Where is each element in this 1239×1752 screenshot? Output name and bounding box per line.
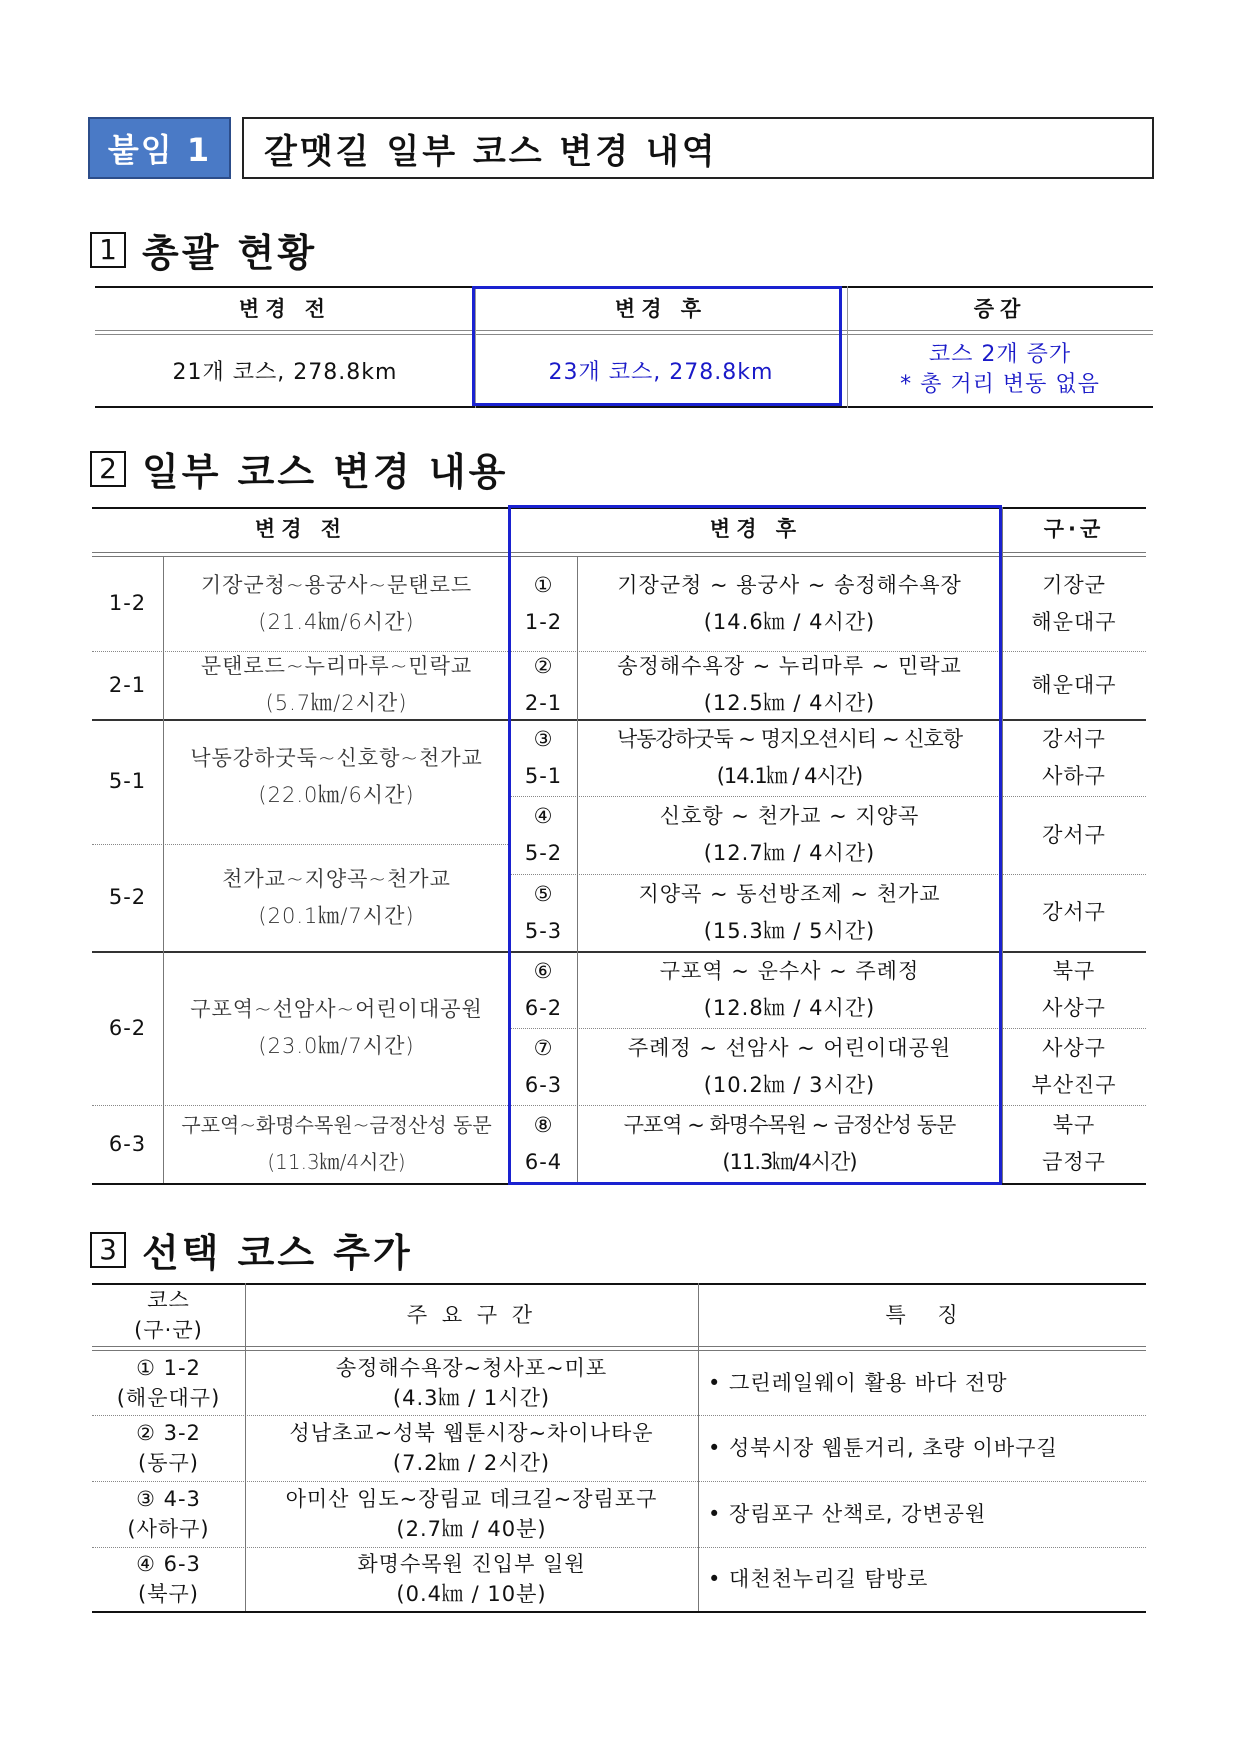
before-route-name: 구포역~화명수목원~금정산성 동문 xyxy=(181,1113,492,1137)
course-district: (동구) xyxy=(138,1451,199,1475)
route-detail: (0.4㎞ / 10분) xyxy=(396,1582,547,1606)
optional-feature: • 성북시장 웹툰거리, 초량 이바구길 xyxy=(708,1436,1058,1460)
course-code: ③ 4-3 xyxy=(136,1487,201,1511)
after-route-name: 낙동강하굿둑 ~ 명지오션시티 ~ 신호항 xyxy=(616,726,963,751)
after-route-detail: (10.2㎞ / 3시간) xyxy=(703,1072,876,1097)
change-header-after: 변경 후 xyxy=(709,517,803,541)
after-route-detail: (12.5㎞ / 4시간) xyxy=(703,691,876,715)
after-num: ④ xyxy=(533,804,554,828)
after-route-detail: (12.8㎞ / 4시간) xyxy=(703,995,876,1020)
district-line: 기장군 xyxy=(1042,572,1106,597)
after-route-name: 송정해수욕장 ~ 누리마루 ~ 민락교 xyxy=(617,654,962,678)
course-code: ② 3-2 xyxy=(136,1421,201,1445)
after-code-text: 6-4 xyxy=(524,1150,563,1174)
optional-route xyxy=(245,1481,698,1547)
course-code: ① 1-2 xyxy=(136,1355,201,1380)
change-line1: 코스 2개 증가 xyxy=(928,342,1072,367)
before-route-name: 문탠로드~누리마루~민락교 xyxy=(200,654,473,678)
section3-heading xyxy=(90,1222,413,1277)
after-district xyxy=(1002,874,1146,951)
after-code-text: 2-1 xyxy=(524,691,563,715)
after-route-name: 지양곡 ~ 동선방조제 ~ 천가교 xyxy=(638,881,941,906)
district-line: 강서구 xyxy=(1042,822,1106,847)
before-route-detail: (5.7㎞/2시간) xyxy=(265,691,408,715)
optional-course xyxy=(92,1350,245,1415)
after-route-detail: (14.1㎞ / 4시간) xyxy=(716,763,863,788)
after-route-name: 신호항 ~ 천가교 ~ 지양곡 xyxy=(659,804,920,828)
summary-header-change: 증감 xyxy=(973,297,1027,321)
after-route-detail: (15.3㎞ / 5시간) xyxy=(703,918,876,943)
optional-course xyxy=(92,1415,245,1481)
after-code-text: 5-2 xyxy=(524,841,563,865)
change-header-district: 구·군 xyxy=(1043,517,1105,541)
after-district xyxy=(1002,719,1146,796)
section1-number: 1 xyxy=(90,232,126,268)
before-code: 6-3 xyxy=(108,1131,147,1156)
route-name: 성남초교~성북 웹툰시장~차이나타운 xyxy=(289,1421,654,1445)
before-route xyxy=(163,719,510,844)
optional-feature: • 대천천누리길 탐방로 xyxy=(708,1567,929,1591)
after-num: ⑦ xyxy=(533,1035,554,1060)
section3-title: 선택 코스 추가 xyxy=(142,1230,413,1275)
route-detail: (4.3㎞ / 1시간) xyxy=(392,1385,551,1410)
before-route xyxy=(163,951,510,1105)
section2-number: 2 xyxy=(90,451,126,487)
course-code: ④ 6-3 xyxy=(136,1552,201,1576)
after-district xyxy=(1002,556,1146,651)
header-course-line: 코스 xyxy=(147,1287,190,1312)
after-route-detail: (12.7㎞ / 4시간) xyxy=(703,841,876,865)
route-detail: (2.7㎞ / 40분) xyxy=(396,1517,547,1541)
before-route-name: 천가교~지양곡~천가교 xyxy=(222,866,451,891)
before-route xyxy=(163,556,510,651)
district-line: 강서구 xyxy=(1042,900,1106,924)
optional-route xyxy=(245,1350,698,1415)
after-code-text: 5-3 xyxy=(524,918,563,943)
before-route-detail: (11.3㎞/4시간) xyxy=(267,1150,406,1174)
route-name: 아미산 임도~장림교 데크길~장림포구 xyxy=(285,1487,658,1511)
after-num: ⑧ xyxy=(533,1113,554,1137)
route-name: 송정해수욕장~청사포~미포 xyxy=(335,1355,608,1380)
district-line: 사상구 xyxy=(1042,1035,1106,1060)
before-code: 2-1 xyxy=(108,672,147,697)
course-district: (북구) xyxy=(138,1582,199,1606)
section3-number: 3 xyxy=(90,1232,126,1268)
optional-header-route: 주 요 구 간 xyxy=(406,1302,537,1327)
section2-title: 일부 코스 변경 내용 xyxy=(142,449,509,494)
before-route-detail: (22.0㎞/6시간) xyxy=(258,782,415,807)
after-district xyxy=(1002,1028,1146,1105)
after-num: ② xyxy=(533,654,554,678)
after-district xyxy=(1002,651,1146,719)
before-route-name: 낙동강하굿둑~신호항~천가교 xyxy=(190,745,483,770)
after-code-text: 6-3 xyxy=(524,1072,563,1097)
district-line: 북구 xyxy=(1052,958,1096,983)
after-code-text: 1-2 xyxy=(524,609,563,634)
after-num: ③ xyxy=(533,726,554,751)
after-route-name: 구포역 ~ 화명수목원 ~ 금정산성 동문 xyxy=(623,1113,956,1137)
after-route-name: 주례정 ~ 선암사 ~ 어린이대공원 xyxy=(627,1035,952,1060)
course-district: (사하구) xyxy=(127,1517,210,1541)
before-route-detail: (20.1㎞/7시간) xyxy=(258,903,415,928)
after-district xyxy=(1002,1105,1146,1183)
attachment-badge: 붙임 1 xyxy=(88,117,231,179)
after-code-text: 6-2 xyxy=(524,995,563,1020)
after-num: ① xyxy=(533,572,554,597)
change-header-before: 변경 전 xyxy=(254,517,348,541)
after-num: ⑤ xyxy=(533,881,554,906)
route-detail: (7.2㎞ / 2시간) xyxy=(392,1451,551,1475)
after-district xyxy=(1002,951,1146,1028)
after-route-name: 기장군청 ~ 용궁사 ~ 송정해수욕장 xyxy=(617,572,962,597)
district-line: 북구 xyxy=(1052,1113,1096,1137)
page-title: 갈맷길 일부 코스 변경 내역 xyxy=(242,117,1154,179)
optional-header-feature: 특 징 xyxy=(885,1302,959,1327)
before-route-detail: (21.4㎞/6시간) xyxy=(258,609,415,634)
district-line: 부산진구 xyxy=(1031,1072,1117,1097)
optional-course xyxy=(92,1547,245,1611)
route-name: 화명수목원 진입부 일원 xyxy=(357,1552,586,1576)
district-line: 사하구 xyxy=(1042,763,1106,788)
before-code: 6-2 xyxy=(108,1015,147,1040)
before-route xyxy=(163,844,510,951)
after-route-detail: (14.6㎞ / 4시간) xyxy=(703,609,876,634)
district-line: 사상구 xyxy=(1042,995,1106,1020)
after-route-name: 구포역 ~ 운수사 ~ 주례정 xyxy=(659,958,920,983)
section1-title: 총괄 현황 xyxy=(142,230,318,275)
after-highlight-box xyxy=(508,505,1002,1185)
after-code-text: 5-1 xyxy=(524,763,563,788)
summary-after-value: 23개 코스, 278.8km xyxy=(548,359,774,385)
district-line: 해운대구 xyxy=(1031,672,1117,697)
before-code: 1-2 xyxy=(108,591,147,615)
optional-feature: • 그린레일웨이 활용 바다 전망 xyxy=(708,1370,1008,1395)
after-highlight-box xyxy=(472,286,842,406)
before-route-name: 구포역~선암사~어린이대공원 xyxy=(190,997,483,1021)
summary-header-before: 변경 전 xyxy=(238,297,332,321)
optional-route xyxy=(245,1547,698,1611)
before-route xyxy=(163,651,510,719)
summary-header-after: 변경 후 xyxy=(614,297,708,321)
optional-course xyxy=(92,1481,245,1547)
header-course-line: (구·군) xyxy=(134,1317,203,1342)
change-line2: * 총 거리 변동 없음 xyxy=(900,372,1100,397)
after-route-detail: (11.3㎞/4시간) xyxy=(722,1150,857,1174)
summary-before-value: 21개 코스, 278.8km xyxy=(172,359,398,385)
district-line: 금정구 xyxy=(1042,1150,1106,1174)
before-route-detail: (23.0㎞/7시간) xyxy=(258,1034,415,1058)
optional-feature: • 장림포구 산책로, 강변공원 xyxy=(708,1502,987,1526)
optional-header-course xyxy=(92,1283,245,1346)
after-district xyxy=(1002,796,1146,874)
before-route xyxy=(163,1105,510,1183)
after-num: ⑥ xyxy=(533,958,554,983)
before-code: 5-1 xyxy=(108,769,147,793)
summary-change-value xyxy=(847,334,1153,406)
course-district: (해운대구) xyxy=(116,1385,221,1410)
district-line: 강서구 xyxy=(1042,726,1106,751)
before-code: 5-2 xyxy=(108,885,147,909)
before-route-name: 기장군청~용궁사~문탠로드 xyxy=(200,572,473,597)
section2-heading xyxy=(90,441,508,496)
section1-heading xyxy=(90,222,317,277)
district-line: 해운대구 xyxy=(1031,609,1117,634)
optional-route xyxy=(245,1415,698,1481)
optional-course-table xyxy=(92,1283,1146,1613)
